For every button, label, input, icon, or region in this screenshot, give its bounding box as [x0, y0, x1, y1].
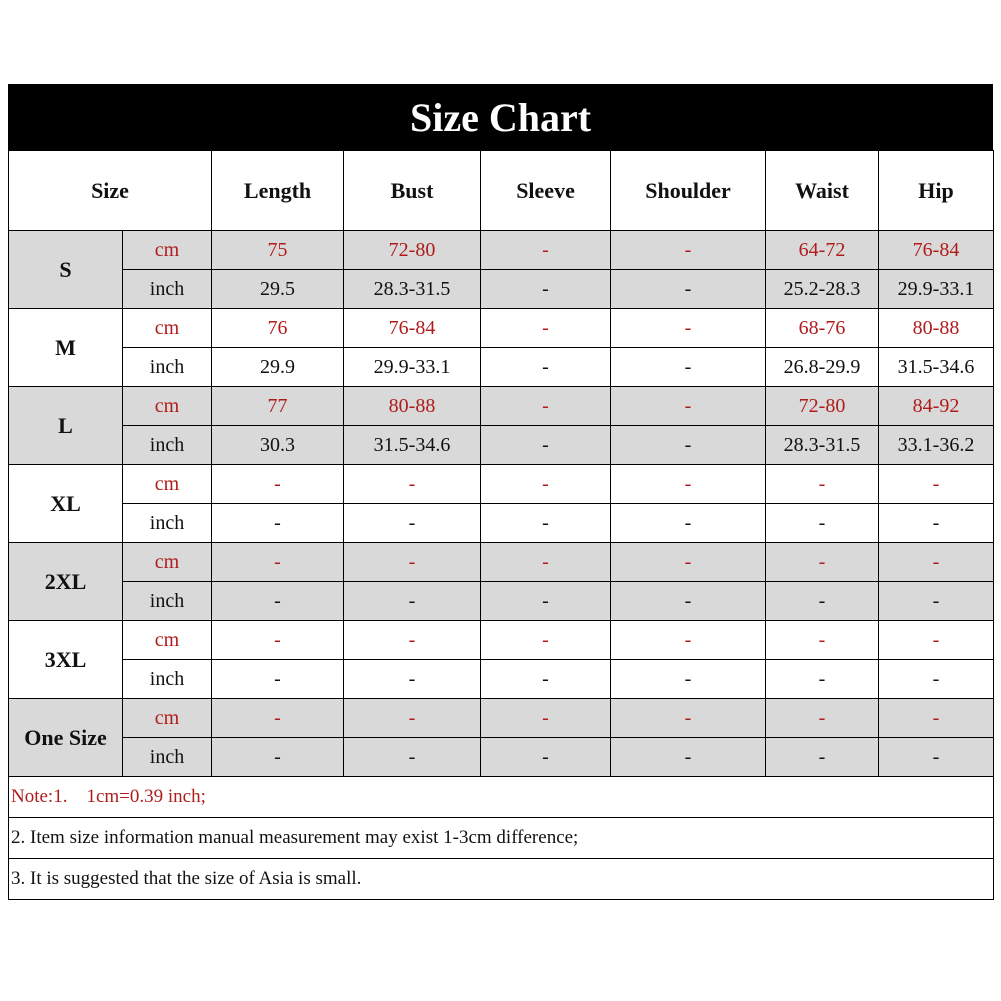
value-cell: 29.9 [212, 348, 344, 387]
unit-label: cm [123, 309, 212, 348]
value-cell: - [344, 738, 481, 777]
size-label: One Size [9, 699, 123, 777]
header-length: Length [212, 151, 344, 231]
unit-label: inch [123, 504, 212, 543]
table-row [9, 231, 994, 270]
value-cell: - [481, 582, 611, 621]
value-cell: - [481, 699, 611, 738]
unit-label: inch [123, 582, 212, 621]
table-row [9, 465, 994, 504]
value-cell: - [611, 309, 766, 348]
value-cell: - [212, 465, 344, 504]
size-label: L [9, 387, 123, 465]
value-cell: - [344, 660, 481, 699]
table-row [9, 387, 994, 426]
value-cell: - [481, 231, 611, 270]
unit-label: cm [123, 543, 212, 582]
value-cell: - [611, 621, 766, 660]
size-label: 3XL [9, 621, 123, 699]
header-sleeve: Sleeve [481, 151, 611, 231]
header-size: Size [9, 151, 212, 231]
unit-label: cm [123, 387, 212, 426]
value-cell: - [879, 465, 994, 504]
value-cell: - [344, 582, 481, 621]
size-table [8, 150, 994, 900]
table-row [9, 270, 994, 309]
table-row [9, 348, 994, 387]
value-cell: 26.8-29.9 [766, 348, 879, 387]
value-cell: - [611, 270, 766, 309]
value-cell: - [611, 504, 766, 543]
value-cell: - [766, 465, 879, 504]
value-cell: - [212, 504, 344, 543]
value-cell: 31.5-34.6 [879, 348, 994, 387]
value-cell: - [879, 621, 994, 660]
value-cell: - [611, 660, 766, 699]
value-cell: - [766, 543, 879, 582]
value-cell: - [611, 699, 766, 738]
value-cell: - [766, 621, 879, 660]
value-cell: - [879, 582, 994, 621]
value-cell: - [611, 465, 766, 504]
value-cell: - [481, 270, 611, 309]
size-label: 2XL [9, 543, 123, 621]
value-cell: - [481, 738, 611, 777]
value-cell: - [766, 738, 879, 777]
table-row [9, 504, 994, 543]
unit-label: inch [123, 348, 212, 387]
value-cell: 76 [212, 309, 344, 348]
value-cell: - [344, 699, 481, 738]
value-cell: - [481, 426, 611, 465]
value-cell: - [212, 543, 344, 582]
value-cell: - [481, 465, 611, 504]
unit-label: cm [123, 465, 212, 504]
value-cell: - [212, 699, 344, 738]
value-cell: - [879, 660, 994, 699]
value-cell: 80-88 [344, 387, 481, 426]
table-row [9, 621, 994, 660]
value-cell: - [481, 348, 611, 387]
note-row [9, 818, 994, 859]
note-3: 3. It is suggested that the size of Asia is small. [9, 859, 994, 900]
table-row [9, 582, 994, 621]
value-cell: 25.2-28.3 [766, 270, 879, 309]
value-cell: 77 [212, 387, 344, 426]
value-cell: 29.5 [212, 270, 344, 309]
value-cell: - [879, 504, 994, 543]
value-cell: 76-84 [344, 309, 481, 348]
value-cell: - [766, 582, 879, 621]
value-cell: 72-80 [344, 231, 481, 270]
table-row [9, 309, 994, 348]
table-row [9, 738, 994, 777]
value-cell: - [344, 621, 481, 660]
value-cell: 76-84 [879, 231, 994, 270]
note-row [9, 777, 994, 818]
value-cell: - [611, 582, 766, 621]
value-cell: 72-80 [766, 387, 879, 426]
unit-label: cm [123, 621, 212, 660]
size-label: S [9, 231, 123, 309]
value-cell: 28.3-31.5 [766, 426, 879, 465]
value-cell: 75 [212, 231, 344, 270]
value-cell: 29.9-33.1 [879, 270, 994, 309]
value-cell: - [212, 738, 344, 777]
note-2: 2. Item size information manual measurement may exist 1-3cm difference; [9, 818, 994, 859]
header-waist: Waist [766, 151, 879, 231]
value-cell: - [611, 231, 766, 270]
value-cell: - [766, 660, 879, 699]
value-cell: - [481, 543, 611, 582]
value-cell: - [611, 387, 766, 426]
value-cell: - [344, 543, 481, 582]
value-cell: 30.3 [212, 426, 344, 465]
value-cell: - [344, 465, 481, 504]
value-cell: - [611, 426, 766, 465]
chart-title: Size Chart [8, 84, 993, 150]
unit-label: cm [123, 699, 212, 738]
value-cell: 31.5-34.6 [344, 426, 481, 465]
value-cell: - [481, 309, 611, 348]
unit-label: inch [123, 660, 212, 699]
header-row [9, 151, 994, 231]
header-shoulder: Shoulder [611, 151, 766, 231]
table-row [9, 426, 994, 465]
value-cell: - [481, 660, 611, 699]
value-cell: 64-72 [766, 231, 879, 270]
unit-label: inch [123, 270, 212, 309]
value-cell: 29.9-33.1 [344, 348, 481, 387]
value-cell: - [766, 699, 879, 738]
value-cell: - [481, 621, 611, 660]
size-label: XL [9, 465, 123, 543]
value-cell: - [481, 504, 611, 543]
value-cell: - [212, 621, 344, 660]
value-cell: - [344, 504, 481, 543]
header-bust: Bust [344, 151, 481, 231]
value-cell: - [879, 699, 994, 738]
note-1: Note:1. 1cm=0.39 inch; [9, 777, 994, 818]
value-cell: - [611, 348, 766, 387]
value-cell: - [766, 504, 879, 543]
value-cell: - [212, 582, 344, 621]
unit-label: cm [123, 231, 212, 270]
note-row [9, 859, 994, 900]
size-label: M [9, 309, 123, 387]
value-cell: 84-92 [879, 387, 994, 426]
table-row [9, 660, 994, 699]
value-cell: 28.3-31.5 [344, 270, 481, 309]
value-cell: - [879, 543, 994, 582]
header-hip: Hip [879, 151, 994, 231]
unit-label: inch [123, 426, 212, 465]
table-row [9, 699, 994, 738]
value-cell: - [212, 660, 344, 699]
value-cell: - [879, 738, 994, 777]
value-cell: - [611, 543, 766, 582]
value-cell: 68-76 [766, 309, 879, 348]
unit-label: inch [123, 738, 212, 777]
size-chart [8, 84, 993, 900]
value-cell: - [481, 387, 611, 426]
value-cell: 33.1-36.2 [879, 426, 994, 465]
table-row [9, 543, 994, 582]
value-cell: 80-88 [879, 309, 994, 348]
value-cell: - [611, 738, 766, 777]
